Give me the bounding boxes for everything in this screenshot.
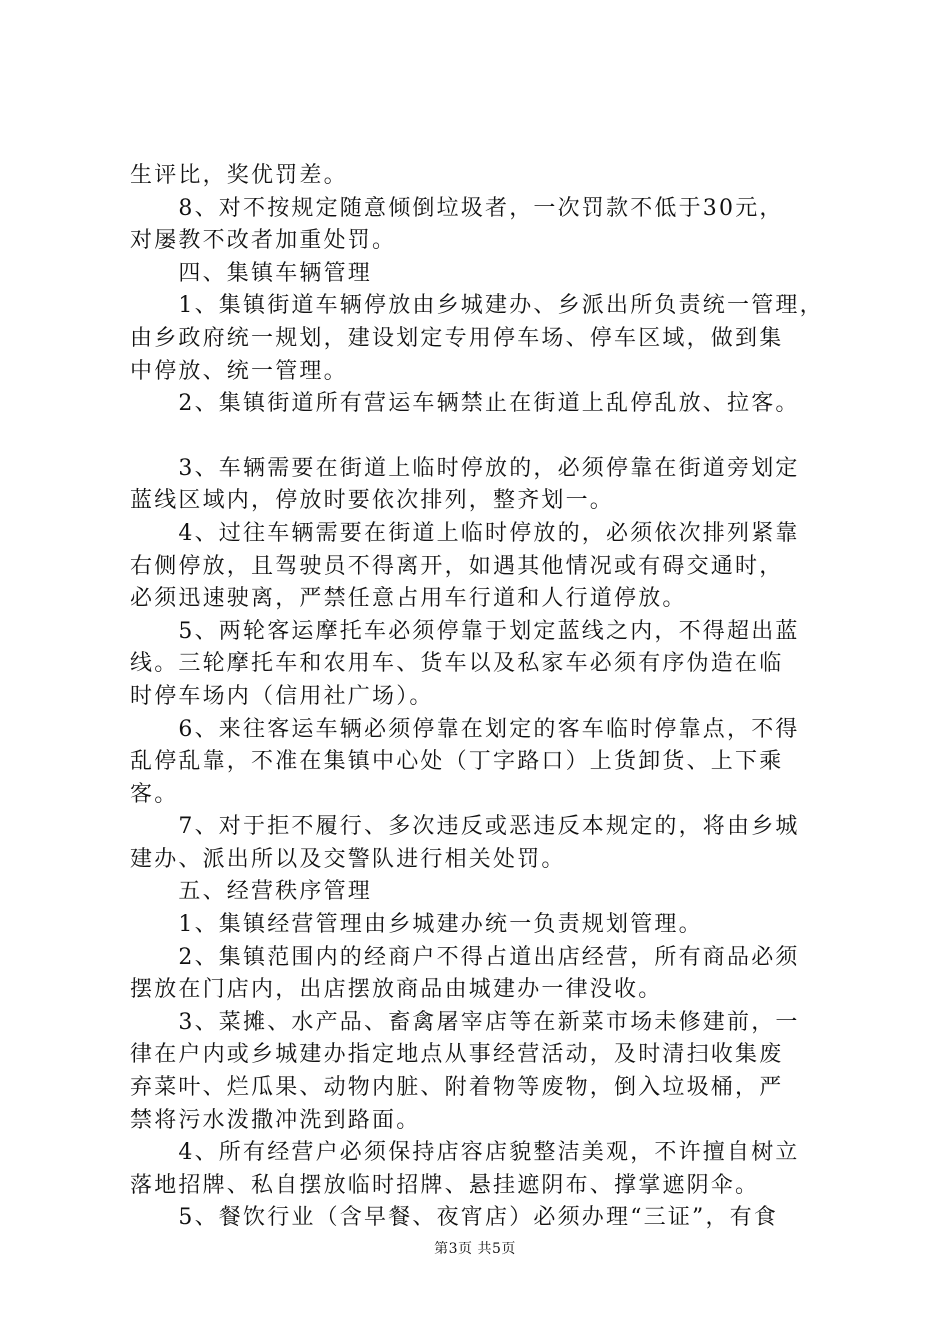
text-line: 五、经营秩序管理 bbox=[130, 879, 373, 905]
text-line: 中停放、统一管理。 bbox=[130, 358, 348, 384]
text-line: 3、菜摊、水产品、畜禽屠宰店等在新菜市场未修建前，一 bbox=[130, 1009, 800, 1035]
text-line: 禁将污水泼撒冲洗到路面。 bbox=[130, 1107, 421, 1133]
text-line: 蓝线区域内，停放时要依次排列，整齐划一。 bbox=[130, 488, 615, 514]
text-line bbox=[130, 421, 830, 453]
text-line: 2、集镇街道所有营运车辆禁止在街道上乱停乱放、拉客。 bbox=[130, 391, 800, 417]
text-line: 摆放在门店内，出店摆放商品由城建办一律没收。 bbox=[130, 977, 663, 1003]
text-line: 乱停乱靠，不准在集镇中心处（丁字路口）上货卸货、上下乘 bbox=[130, 749, 784, 775]
document-body bbox=[130, 160, 830, 1235]
text-line: 4、所有经营户必须保持店容店貌整洁美观，不许擅自树立 bbox=[130, 1140, 800, 1166]
text-line: 2、集镇范围内的经商户不得占道出店经营，所有商品必须 bbox=[130, 944, 800, 970]
page-footer: 第3页 共5页 bbox=[434, 1241, 516, 1257]
text-line: 3、车辆需要在街道上临时停放的，必须停靠在街道旁划定 bbox=[130, 455, 800, 481]
text-line: 生评比，奖优罚差。 bbox=[130, 163, 348, 188]
text-line: 时停车场内（信用社广场）。 bbox=[130, 683, 434, 709]
text-line: 7、对于拒不履行、多次违反或恶违反本规定的，将由乡城 bbox=[130, 814, 800, 840]
text-line: 弃菜叶、烂瓜果、动物内脏、附着物等废物，倒入垃圾桶，严 bbox=[130, 1075, 784, 1101]
text-line: 四、集镇车辆管理 bbox=[130, 260, 373, 286]
text-line: 客。 bbox=[130, 781, 179, 807]
text-line: 6、来往客运车辆必须停靠在划定的客车临时停靠点，不得 bbox=[130, 716, 800, 742]
text-line: 建办、派出所以及交警队进行相关处罚。 bbox=[130, 846, 566, 872]
text-line: 落地招牌、私自摆放临时招牌、悬挂遮阴布、撑掌遮阴伞。 bbox=[130, 1172, 760, 1198]
text-line: 律在户内或乡城建办指定地点从事经营活动，及时清扫收集废 bbox=[130, 1042, 784, 1068]
text-line: 必须迅速驶离，严禁任意占用车行道和人行道停放。 bbox=[130, 586, 687, 612]
text-line: 8、对不按规定随意倾倒垃圾者，一次罚款不低于30元， bbox=[130, 195, 784, 221]
text-line: 4、过往车辆需要在街道上临时停放的，必须依次排列紧靠 bbox=[130, 520, 800, 546]
text-line: 由乡政府统一规划，建设划定专用停车场、停车区域，做到集 bbox=[130, 325, 784, 351]
text-line: 1、集镇经营管理由乡城建办统一负责规划管理。 bbox=[130, 912, 703, 938]
text-line: 5、餐饮行业（含早餐、夜宵店）必须办理“三证”，有食 bbox=[130, 1205, 779, 1231]
text-line: 5、两轮客运摩托车必须停靠于划定蓝线之内，不得超出蓝 bbox=[130, 618, 800, 644]
text-line: 1、集镇街道车辆停放由乡城建办、乡派出所负责统一管理， bbox=[130, 293, 824, 319]
text-line: 线。三轮摩托车和农用车、货车以及私家车必须有序伪造在临 bbox=[130, 651, 784, 677]
text-line: 右侧停放，且驾驶员不得离开，如遇其他情况或有碍交通时， bbox=[130, 553, 784, 579]
text-line: 对屡教不改者加重处罚。 bbox=[130, 228, 397, 254]
